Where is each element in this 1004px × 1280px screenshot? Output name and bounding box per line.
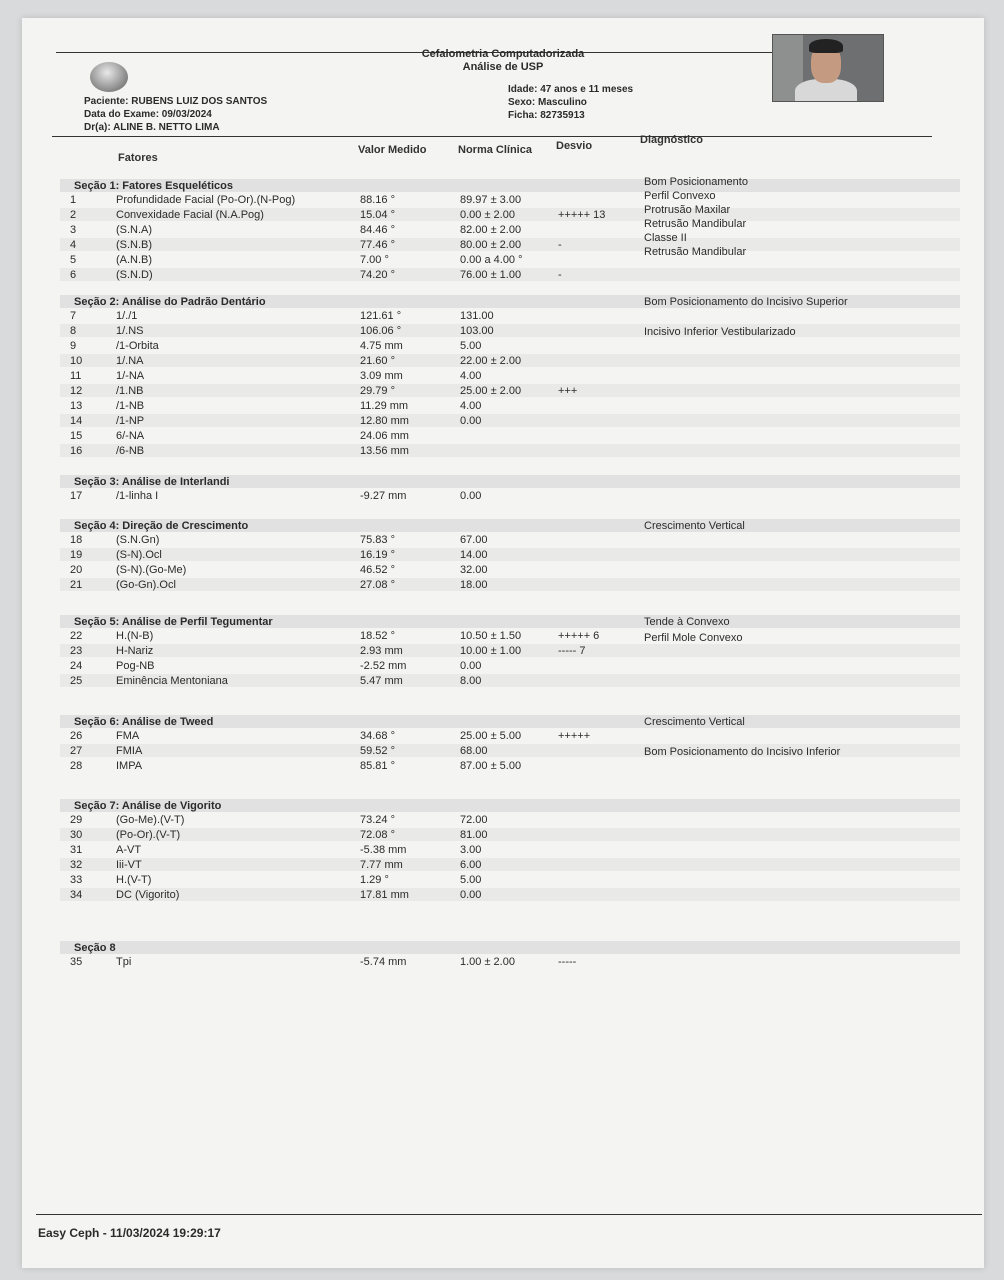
row-factor: 6/-NA bbox=[116, 430, 145, 442]
section-diagnosis: Classe II bbox=[644, 232, 687, 244]
row-factor: FMIA bbox=[116, 745, 143, 757]
row-measured-value: -5.74 mm bbox=[360, 956, 407, 968]
row-clinical-norm: 22.00 ± 2.00 bbox=[460, 355, 522, 367]
row-factor: (Go-Gn).Ocl bbox=[116, 579, 176, 591]
row-clinical-norm: 0.00 a 4.00 ° bbox=[460, 254, 523, 266]
row-clinical-norm: 0.00 ± 2.00 bbox=[460, 209, 515, 221]
row-measured-value: -2.52 mm bbox=[360, 660, 407, 672]
row-factor: Convexidade Facial (N.A.Pog) bbox=[116, 209, 264, 221]
row-measured-value: 46.52 ° bbox=[360, 564, 395, 576]
row-factor: /1-NB bbox=[116, 400, 145, 412]
row-number: 25 bbox=[70, 675, 83, 687]
row-band bbox=[60, 548, 960, 561]
row-number: 10 bbox=[70, 355, 83, 367]
row-measured-value: 11.29 mm bbox=[360, 400, 409, 412]
section-diagnosis: Perfil Convexo bbox=[644, 190, 716, 202]
row-measured-value: 121.61 ° bbox=[360, 310, 402, 322]
row-number: 21 bbox=[70, 579, 83, 591]
row-clinical-norm: 6.00 bbox=[460, 859, 482, 871]
row-number: 32 bbox=[70, 859, 83, 871]
row-clinical-norm: 0.00 bbox=[460, 889, 482, 901]
row-measured-value: 84.46 ° bbox=[360, 224, 395, 236]
row-measured-value: 75.83 ° bbox=[360, 534, 395, 546]
row-clinical-norm: 10.50 ± 1.50 bbox=[460, 630, 522, 642]
row-factor: 1/-NA bbox=[116, 370, 145, 382]
section-band bbox=[60, 941, 960, 954]
section-title: Seção 6: Análise de Tweed bbox=[74, 716, 214, 728]
row-clinical-norm: 67.00 bbox=[460, 534, 488, 546]
row-band bbox=[60, 858, 960, 871]
row-clinical-norm: 131.00 bbox=[460, 310, 494, 322]
row-number: 11 bbox=[70, 370, 82, 382]
row-number: 20 bbox=[70, 564, 83, 576]
row-measured-value: 3.09 mm bbox=[360, 370, 403, 382]
row-number: 31 bbox=[70, 844, 83, 856]
row-factor: 1/.NA bbox=[116, 355, 144, 367]
row-clinical-norm: 89.97 ± 3.00 bbox=[460, 194, 522, 206]
section-diagnosis: Bom Posicionamento bbox=[644, 176, 748, 188]
section-title: Seção 7: Análise de Vigorito bbox=[74, 800, 222, 812]
row-measured-value: 5.47 mm bbox=[360, 675, 403, 687]
section-title: Seção 4: Direção de Crescimento bbox=[74, 520, 249, 532]
row-number: 23 bbox=[70, 645, 83, 657]
row-number: 27 bbox=[70, 745, 83, 757]
row-factor: /1-linha I bbox=[116, 490, 159, 502]
row-measured-value: 73.24 ° bbox=[360, 814, 395, 826]
row-measured-value: 27.08 ° bbox=[360, 579, 395, 591]
section-diagnosis: Retrusão Mandibular bbox=[644, 218, 747, 230]
row-factor: (S.N.A) bbox=[116, 224, 153, 236]
row-number: 24 bbox=[70, 660, 83, 672]
row-factor: DC (Vigorito) bbox=[116, 889, 180, 901]
row-number: 30 bbox=[70, 829, 83, 841]
row-number: 12 bbox=[70, 385, 83, 397]
row-factor: FMA bbox=[116, 730, 140, 742]
col-fatores: Fatores bbox=[118, 152, 158, 164]
row-number: 1 bbox=[70, 194, 77, 206]
row-measured-value: 1.29 ° bbox=[360, 874, 389, 886]
row-clinical-norm: 76.00 ± 1.00 bbox=[460, 269, 522, 281]
row-factor: /1-Orbita bbox=[116, 340, 159, 352]
row-clinical-norm: 5.00 bbox=[460, 340, 482, 352]
row-number: 28 bbox=[70, 760, 83, 772]
row-clinical-norm: 4.00 bbox=[460, 370, 482, 382]
row-number: 34 bbox=[70, 889, 83, 901]
row-factor: H.(V-T) bbox=[116, 874, 152, 886]
section-diagnosis: Bom Posicionamento do Incisivo Superior bbox=[644, 296, 848, 308]
section-diagnosis: Protrusão Maxilar bbox=[644, 204, 731, 216]
title-line-1: Cefalometria Computadorizada bbox=[421, 48, 585, 60]
row-band bbox=[60, 414, 960, 427]
row-measured-value: 59.52 ° bbox=[360, 745, 395, 757]
row-factor: H-Nariz bbox=[116, 645, 154, 657]
row-clinical-norm: 80.00 ± 2.00 bbox=[460, 239, 522, 251]
row-clinical-norm: 72.00 bbox=[460, 814, 488, 826]
section-diagnosis: Bom Posicionamento do Incisivo Inferior bbox=[644, 746, 841, 758]
row-number: 9 bbox=[70, 340, 77, 352]
section-title: Seção 1: Fatores Esqueléticos bbox=[74, 180, 233, 192]
footer-timestamp: Easy Ceph - 11/03/2024 19:29:17 bbox=[38, 1226, 221, 1240]
row-deviation: +++ bbox=[558, 385, 578, 397]
row-measured-value: 13.56 mm bbox=[360, 445, 409, 457]
row-clinical-norm: 18.00 bbox=[460, 579, 488, 591]
row-factor: (A.N.B) bbox=[116, 254, 153, 266]
row-number: 4 bbox=[70, 239, 77, 251]
exam-date: Data do Exame: 09/03/2024 bbox=[84, 109, 212, 120]
row-deviation: - bbox=[558, 239, 562, 251]
row-measured-value: 2.93 mm bbox=[360, 645, 403, 657]
row-band bbox=[60, 888, 960, 901]
row-factor: Profundidade Facial (Po-Or).(N-Pog) bbox=[116, 194, 296, 206]
row-clinical-norm: 25.00 ± 2.00 bbox=[460, 385, 522, 397]
row-deviation: +++++ bbox=[558, 730, 591, 742]
row-measured-value: 88.16 ° bbox=[360, 194, 395, 206]
row-factor: Pog-NB bbox=[116, 660, 155, 672]
row-factor: (S.N.Gn) bbox=[116, 534, 160, 546]
row-measured-value: 29.79 ° bbox=[360, 385, 395, 397]
row-clinical-norm: 3.00 bbox=[460, 844, 482, 856]
row-clinical-norm: 0.00 bbox=[460, 660, 482, 672]
row-clinical-norm: 8.00 bbox=[460, 675, 482, 687]
row-clinical-norm: 32.00 bbox=[460, 564, 488, 576]
patient-name: Paciente: RUBENS LUIZ DOS SANTOS bbox=[84, 96, 268, 107]
row-number: 35 bbox=[70, 956, 83, 968]
row-number: 22 bbox=[70, 630, 83, 642]
row-measured-value: -9.27 mm bbox=[360, 490, 407, 502]
row-measured-value: 17.81 mm bbox=[360, 889, 409, 901]
row-band bbox=[60, 444, 960, 457]
record-number: Ficha: 82735913 bbox=[508, 110, 585, 121]
row-measured-value: 7.77 mm bbox=[360, 859, 403, 871]
col-desvio: Desvio bbox=[556, 140, 593, 152]
patient-age: Idade: 47 anos e 11 meses bbox=[508, 84, 634, 95]
row-measured-value: -5.38 mm bbox=[360, 844, 407, 856]
row-number: 14 bbox=[70, 415, 83, 427]
row-deviation: +++++ 13 bbox=[558, 209, 606, 221]
row-factor: IMPA bbox=[116, 760, 143, 772]
row-factor: /1.NB bbox=[116, 385, 144, 397]
row-measured-value: 34.68 ° bbox=[360, 730, 395, 742]
row-number: 5 bbox=[70, 254, 77, 266]
row-number: 2 bbox=[70, 209, 77, 221]
section-diagnosis: Tende à Convexo bbox=[644, 616, 730, 628]
row-measured-value: 106.06 ° bbox=[360, 325, 402, 337]
col-norma-clinica: Norma Clínica bbox=[458, 144, 532, 156]
doctor-name: Dr(a): ALINE B. NETTO LIMA bbox=[84, 122, 220, 133]
row-clinical-norm: 82.00 ± 2.00 bbox=[460, 224, 522, 236]
report-page bbox=[22, 18, 984, 1268]
row-number: 3 bbox=[70, 224, 77, 236]
row-number: 29 bbox=[70, 814, 83, 826]
row-measured-value: 24.06 mm bbox=[360, 430, 409, 442]
row-band bbox=[60, 324, 960, 337]
section-title: Seção 2: Análise do Padrão Dentário bbox=[74, 296, 266, 308]
patient-photo bbox=[772, 34, 884, 102]
patient-sex: Sexo: Masculino bbox=[508, 97, 587, 108]
section-diagnosis: Retrusão Mandibular bbox=[644, 246, 747, 258]
row-measured-value: 85.81 ° bbox=[360, 760, 395, 772]
row-factor: Eminência Mentoniana bbox=[116, 675, 228, 687]
row-factor: Tpi bbox=[116, 956, 132, 968]
row-factor: (Po-Or).(V-T) bbox=[116, 829, 181, 841]
row-clinical-norm: 103.00 bbox=[460, 325, 494, 337]
row-number: 6 bbox=[70, 269, 77, 281]
section-title: Seção 8 bbox=[74, 942, 116, 954]
section-diagnosis: Incisivo Inferior Vestibularizado bbox=[644, 326, 796, 338]
row-deviation: - bbox=[558, 269, 562, 281]
row-factor: (S.N.D) bbox=[116, 269, 153, 281]
row-measured-value: 15.04 ° bbox=[360, 209, 395, 221]
col-diagnostico: Diagnóstico bbox=[640, 134, 703, 146]
row-number: 19 bbox=[70, 549, 83, 561]
row-measured-value: 16.19 ° bbox=[360, 549, 395, 561]
row-deviation: ----- bbox=[558, 956, 577, 968]
row-clinical-norm: 81.00 bbox=[460, 829, 488, 841]
row-measured-value: 18.52 ° bbox=[360, 630, 395, 642]
row-number: 7 bbox=[70, 310, 77, 322]
row-factor: H.(N-B) bbox=[116, 630, 154, 642]
row-factor: A-VT bbox=[116, 844, 142, 856]
row-factor: (Go-Me).(V-T) bbox=[116, 814, 185, 826]
row-measured-value: 7.00 ° bbox=[360, 254, 389, 266]
row-measured-value: 4.75 mm bbox=[360, 340, 403, 352]
row-factor: (S.N.B) bbox=[116, 239, 153, 251]
col-valor-medido: Valor Medido bbox=[358, 144, 427, 156]
row-band bbox=[60, 828, 960, 841]
row-number: 18 bbox=[70, 534, 83, 546]
row-factor: Iii-VT bbox=[116, 859, 142, 871]
row-clinical-norm: 0.00 bbox=[460, 415, 482, 427]
row-measured-value: 12.80 mm bbox=[360, 415, 409, 427]
row-clinical-norm: 68.00 bbox=[460, 745, 488, 757]
row-clinical-norm: 0.00 bbox=[460, 490, 482, 502]
row-number: 26 bbox=[70, 730, 83, 742]
row-band bbox=[60, 578, 960, 591]
row-factor: /1-NP bbox=[116, 415, 145, 427]
row-clinical-norm: 5.00 bbox=[460, 874, 482, 886]
title-line-2: Análise de USP bbox=[462, 61, 544, 73]
row-measured-value: 72.08 ° bbox=[360, 829, 395, 841]
row-factor: 1/.NS bbox=[116, 325, 144, 337]
row-measured-value: 21.60 ° bbox=[360, 355, 395, 367]
row-deviation: ----- 7 bbox=[558, 645, 586, 657]
row-clinical-norm: 4.00 bbox=[460, 400, 482, 412]
row-clinical-norm: 25.00 ± 5.00 bbox=[460, 730, 522, 742]
row-number: 13 bbox=[70, 400, 83, 412]
row-measured-value: 74.20 ° bbox=[360, 269, 395, 281]
row-number: 17 bbox=[70, 490, 83, 502]
row-clinical-norm: 14.00 bbox=[460, 549, 488, 561]
section-diagnosis: Perfil Mole Convexo bbox=[644, 632, 743, 644]
row-measured-value: 77.46 ° bbox=[360, 239, 395, 251]
row-clinical-norm: 1.00 ± 2.00 bbox=[460, 956, 515, 968]
row-number: 33 bbox=[70, 874, 83, 886]
row-factor: /6-NB bbox=[116, 445, 145, 457]
section-diagnosis: Crescimento Vertical bbox=[644, 716, 745, 728]
section-title: Seção 5: Análise de Perfil Tegumentar bbox=[74, 616, 273, 628]
row-deviation: +++++ 6 bbox=[558, 630, 600, 642]
row-factor: (S-N).(Go-Me) bbox=[116, 564, 187, 576]
row-factor: 1/./1 bbox=[116, 310, 138, 322]
row-clinical-norm: 10.00 ± 1.00 bbox=[460, 645, 522, 657]
row-clinical-norm: 87.00 ± 5.00 bbox=[460, 760, 522, 772]
section-diagnosis: Crescimento Vertical bbox=[644, 520, 745, 532]
header-rule bbox=[52, 136, 932, 137]
row-factor: (S-N).Ocl bbox=[116, 549, 162, 561]
row-number: 15 bbox=[70, 430, 83, 442]
section-title: Seção 3: Análise de Interlandi bbox=[74, 476, 230, 488]
row-number: 8 bbox=[70, 325, 77, 337]
footer-rule bbox=[36, 1214, 982, 1215]
row-number: 16 bbox=[70, 445, 83, 457]
